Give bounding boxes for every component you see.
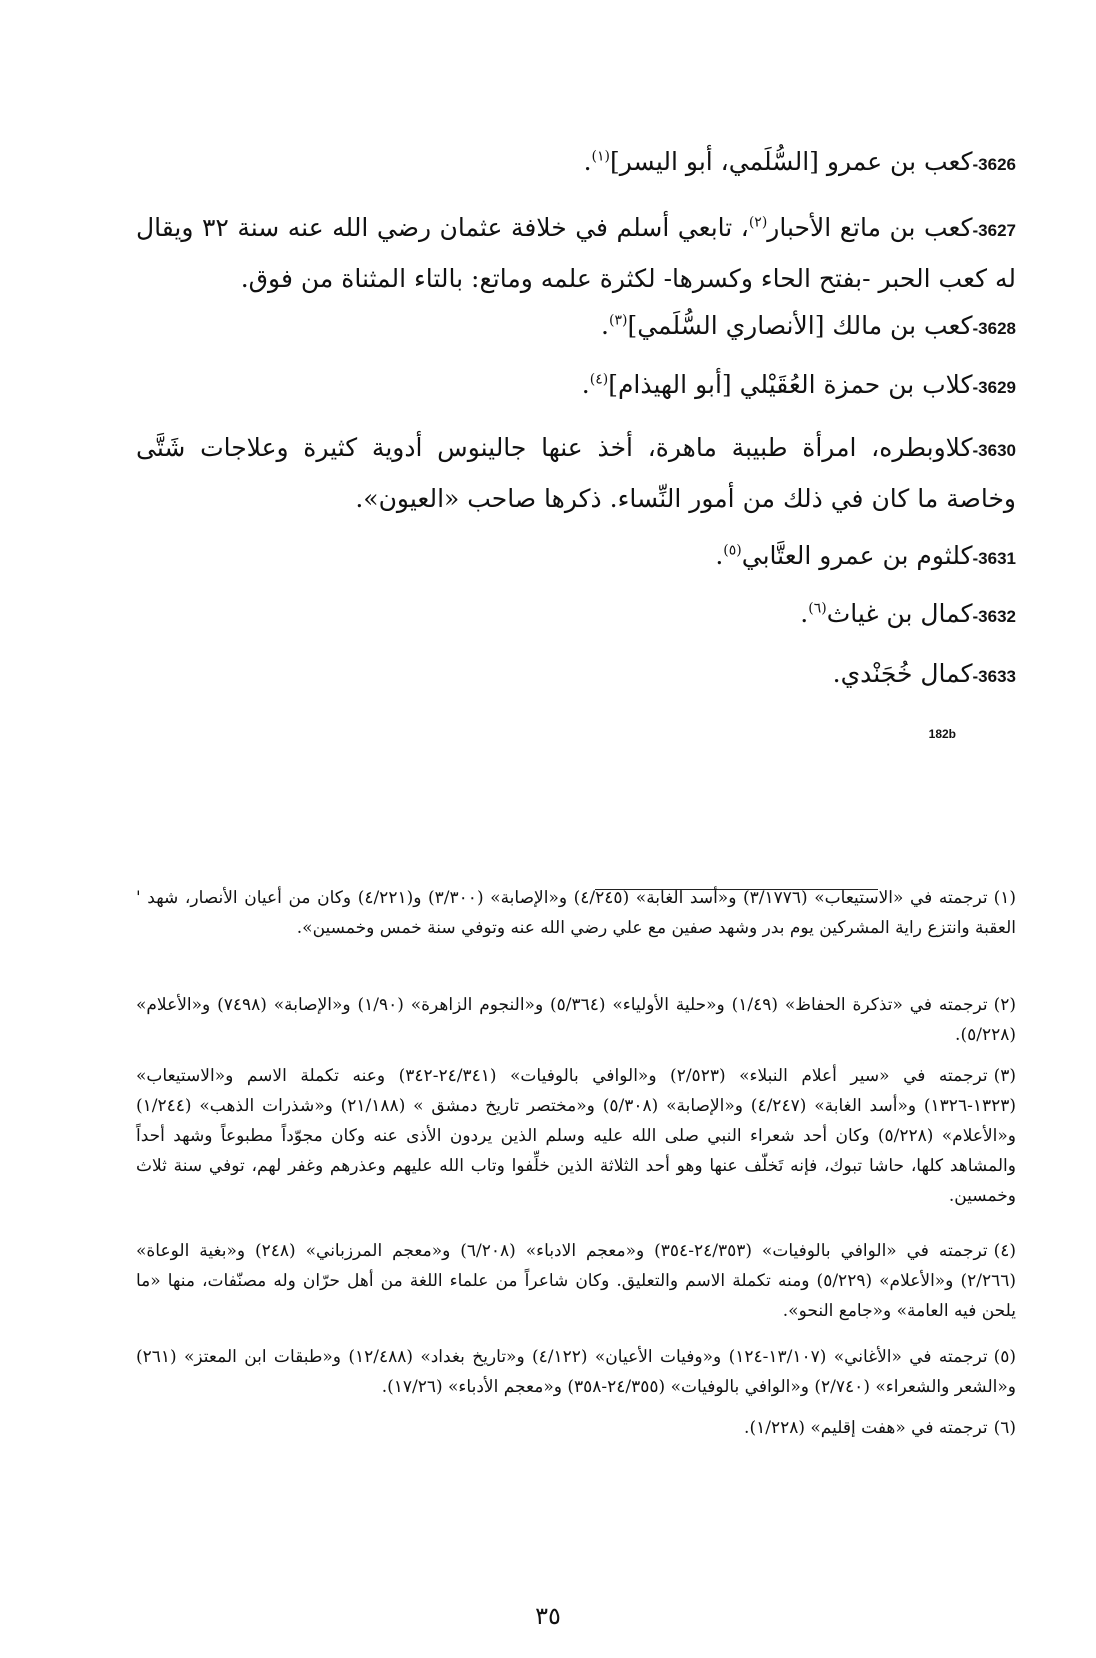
entry-text-tail: ، تابعي أسلم في خلافة عثمان رضي الله عنه سنة ٣٢ ويقال له كعب الحبر -بفتح الحاء وكسرها- لكثرة علمه وماتع: بالتاء المثناة من فوق. bbox=[136, 213, 1016, 293]
entry-text-tail: . bbox=[581, 370, 590, 399]
footnote-ref: (٦) bbox=[808, 600, 827, 617]
page-number: ٣٥ bbox=[535, 1602, 561, 1630]
footnote-ref: (٥) bbox=[723, 542, 742, 559]
entry-text: كلاب بن حمزة العُقَيْلي [أبو الهيذام] bbox=[608, 370, 973, 399]
footnote-2 bbox=[136, 990, 1016, 1050]
entry-3628 bbox=[136, 302, 1016, 353]
entry-text-tail: . bbox=[601, 311, 609, 340]
entry-text: كلثوم بن عمرو العتَّابي bbox=[741, 541, 973, 570]
entry-number: 3628- bbox=[972, 319, 1016, 338]
entry-text: كمال خُجَنْدي. bbox=[832, 659, 973, 688]
entry-3633 bbox=[136, 650, 1016, 701]
entry-number: 3632- bbox=[972, 607, 1016, 626]
footnote-ref: (٤) bbox=[589, 371, 609, 388]
entry-3629 bbox=[136, 361, 1016, 412]
footnote-mark: (١) bbox=[993, 888, 1016, 908]
entry-text-tail: . bbox=[800, 599, 809, 628]
footnote-mark: (٢) bbox=[993, 995, 1017, 1015]
footnote-ref: (٢) bbox=[748, 214, 768, 231]
footnote-mark: (٥) bbox=[993, 1347, 1017, 1367]
footnote-text: ترجمته في «الوافي بالوفيات» (٢٤/٣٥٣-٣٥٤) و«معجم الادباء» (٦/٢٠٨) و«معجم المرزباني» (٢٤٨) و«بغية الوعاة» (٢/٢٦٦) و«الأعلام» (٥/٢٢٩) ومنه تكملة الاسم والتعليق. وكان شاعراً من علماء اللغة من أهل حرّان وله مصنّفات، منها «ما يلحن فيه العامة» و«جامع النحو». bbox=[136, 1241, 1016, 1321]
footnote-ref: (١) bbox=[591, 148, 610, 165]
footnote-3 bbox=[136, 1061, 1016, 1211]
entry-text: كعب بن ماتع الأحبار bbox=[767, 213, 973, 242]
footnote-text: ترجمته في «سير أعلام النبلاء» (٢/٥٢٣) و«الوافي بالوفيات» (٢٤/٣٤١-٣٤٢) وعنه تكملة الاسم و«الاستيعاب» (١٣٢٣-١٣٢٦) و«أسد الغابة» (٤/٢٤٧) و«الإصابة» (٥/٣٠٨) و«مختصر تاريخ دمشق » (٢١/١٨٨) و«شذرات الذهب» (١/٢٤٤) و«الأعلام» (٥/٢٢٨) وكان أحد شعراء النبي صلى الله عليه وسلم الذين يردون الأذى عنه وكان مجوّداً مطبوعاً وشهد أحداً والمشاهد كلها، حاشا تبوك، فإنه تَخلّف عنها وهو أحد الثلاثة الذين خلِّفوا وتاب الله عليهم وعذرهم وغفر لهم، توفي سنة ثلاث وخمسين. bbox=[136, 1066, 1017, 1206]
footnote-mark: (٣) bbox=[993, 1066, 1016, 1086]
entry-3626 bbox=[136, 138, 1016, 189]
entry-text-tail: . bbox=[715, 541, 724, 570]
entry-text-tail: . bbox=[583, 147, 592, 176]
footnote-5 bbox=[136, 1342, 1016, 1402]
entry-3631 bbox=[136, 532, 1016, 583]
entry-text: كلاوبطره، امرأة طبيبة ماهرة، أخذ عنها جالينوس أدوية كثيرة وعلاجات شَتَّى وخاصة ما كان في ذلك من أمور النِّساء. ذكرها صاحب «العيون». bbox=[136, 433, 1016, 513]
footnote-ref: (٣) bbox=[609, 312, 628, 329]
folio-marker: 182b bbox=[928, 727, 956, 741]
entry-text: كمال بن غياث bbox=[826, 599, 973, 628]
footnote-text: ترجمته في «الاستيعاب» (٣/١٧٧٦) و«أسد الغابة» (٤/٢٤٥) و«الإصابة» (٣/٣٠٠) و(٤/٢٢١) وكان من أعيان الأنصار، شهد ' العقبة وانتزع راية المشركين يوم بدر وشهد صفين مع علي رضي الله عنه وتوفي سنة خمس وخمسين». bbox=[136, 888, 1016, 938]
footnote-mark: (٦) bbox=[993, 1418, 1016, 1438]
entry-number: 3633- bbox=[972, 667, 1016, 686]
footnote-text: ترجمته في «هفت إقليم» (١/٢٢٨). bbox=[744, 1418, 988, 1438]
entry-text: كعب بن عمرو [السُّلَمي، أبو اليسر] bbox=[610, 147, 973, 176]
footnote-text: ترجمته في «الأغاني» (١٣/١٠٧-١٢٤) و«وفيات الأعيان» (٤/١٢٢) و«تاريخ بغداد» (١٢/٤٨٨) و«طبقات ابن المعتز» (٢٦١) و«الشعر والشعراء» (٢/٧٤٠) و«الوافي بالوفيات» (٢٤/٣٥٥-٣٥٨) و«معجم الأدباء» (١٧/٢٦). bbox=[136, 1347, 1016, 1397]
entry-number: 3627- bbox=[972, 221, 1016, 240]
footnote-1 bbox=[136, 883, 1016, 943]
entry-number: 3629- bbox=[972, 378, 1016, 397]
entry-3632 bbox=[136, 590, 1016, 641]
footnote-6 bbox=[136, 1413, 1016, 1443]
entry-number: 3626- bbox=[972, 155, 1016, 174]
footnote-4 bbox=[136, 1236, 1016, 1326]
entry-3630 bbox=[136, 424, 1016, 523]
footnote-text: ترجمته في «تذكرة الحفاظ» (١/٤٩) و«حلية الأولياء» (٥/٣٦٤) و«النجوم الزاهرة» (١/٩٠) و«الإصابة» (٧٤٩٨) و«الأعلام» (٥/٢٢٨). bbox=[136, 995, 1016, 1045]
entry-text: كعب بن مالك [الأنصاري السُّلَمي] bbox=[627, 311, 973, 340]
footnote-mark: (٤) bbox=[993, 1241, 1017, 1261]
entry-number: 3630- bbox=[972, 441, 1016, 460]
entry-3627 bbox=[136, 204, 1016, 303]
entry-number: 3631- bbox=[972, 549, 1016, 568]
